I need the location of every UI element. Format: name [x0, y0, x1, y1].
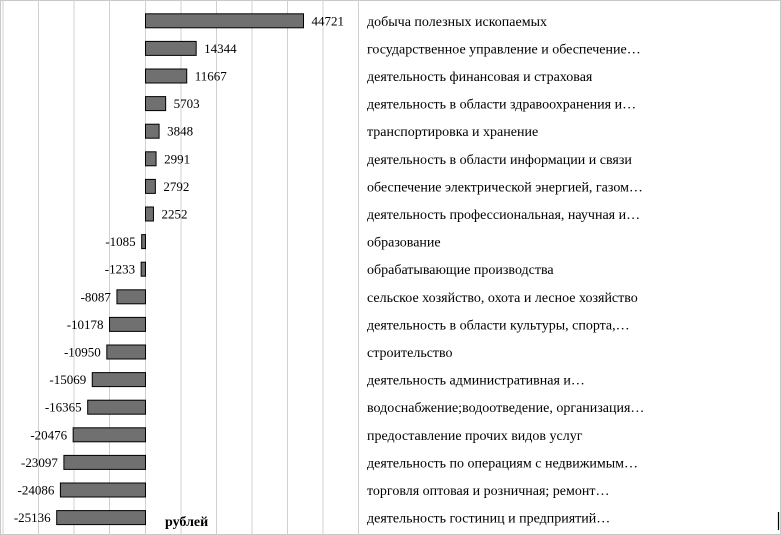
value-label: 5703	[173, 96, 200, 112]
bar	[142, 235, 146, 249]
category-label: водоснабжение;водоотведение, организация…	[367, 401, 645, 417]
category-labels	[367, 15, 644, 527]
bars	[57, 14, 304, 525]
value-label: -25136	[13, 510, 51, 526]
value-label: 11667	[194, 68, 227, 84]
bar	[146, 152, 157, 166]
bar	[146, 69, 187, 83]
category-label: транспортировка и хранение	[367, 125, 539, 141]
bar	[107, 345, 146, 359]
value-label: 2792	[163, 178, 190, 194]
category-label: строительство	[367, 346, 453, 361]
category-label: предоставление прочих видов услуг	[367, 428, 583, 444]
category-label: обеспечение электрической энергией, газом…	[367, 180, 643, 196]
category-label: деятельность в области информации и связи	[367, 152, 632, 168]
category-label: деятельность по операциям с недвижимым…	[367, 456, 638, 472]
value-label: -24086	[17, 482, 55, 498]
bar	[117, 290, 146, 304]
bar	[146, 124, 160, 138]
bar	[146, 14, 304, 28]
category-label: деятельность финансовая и страховая	[367, 70, 593, 85]
category-label: сельское хозяйство, охота и лесное хозяйство	[367, 290, 638, 306]
category-label: торговля оптовая и розничная; ремонт…	[367, 484, 610, 499]
value-label: 14344	[204, 40, 237, 56]
bar	[146, 207, 154, 221]
value-label: 3848	[167, 123, 194, 139]
value-label: -20476	[30, 427, 68, 443]
bar	[88, 400, 146, 414]
bar	[60, 483, 145, 497]
category-label: деятельность профессиональная, научная и…	[367, 208, 641, 223]
x-axis-label: рублей	[165, 515, 209, 530]
category-label: деятельность административная и…	[367, 373, 585, 389]
value-label: -10950	[63, 344, 101, 360]
value-label: -1233	[104, 261, 136, 277]
value-label: 44721	[311, 13, 344, 29]
category-label: деятельность гостиниц и предприятий…	[367, 511, 611, 527]
category-label: деятельность в области здравоохранения и…	[367, 97, 637, 113]
value-label: -15069	[49, 372, 87, 388]
value-labels	[14, 13, 344, 525]
category-label: государственное управление и обеспечение…	[367, 42, 641, 58]
value-label: -16365	[44, 399, 82, 415]
bar	[64, 455, 146, 469]
bar	[110, 317, 146, 331]
category-label: образование	[367, 235, 441, 251]
category-label: деятельность в области культуры, спорта,…	[367, 318, 630, 334]
value-label: 2252	[161, 206, 188, 222]
category-label: обрабатывающие производства	[367, 263, 554, 279]
value-label: -8087	[80, 289, 111, 305]
bar	[141, 262, 145, 276]
value-label: -10178	[66, 316, 104, 332]
bar	[146, 41, 197, 55]
category-label: добыча полезных ископаемых	[367, 14, 547, 30]
bar	[57, 511, 146, 525]
bar	[92, 373, 145, 387]
bar	[73, 428, 145, 442]
value-label: -23097	[21, 454, 58, 470]
value-label: 2991	[164, 151, 191, 167]
bar	[146, 179, 156, 193]
bar	[146, 97, 166, 111]
value-label: -1085	[105, 234, 136, 250]
